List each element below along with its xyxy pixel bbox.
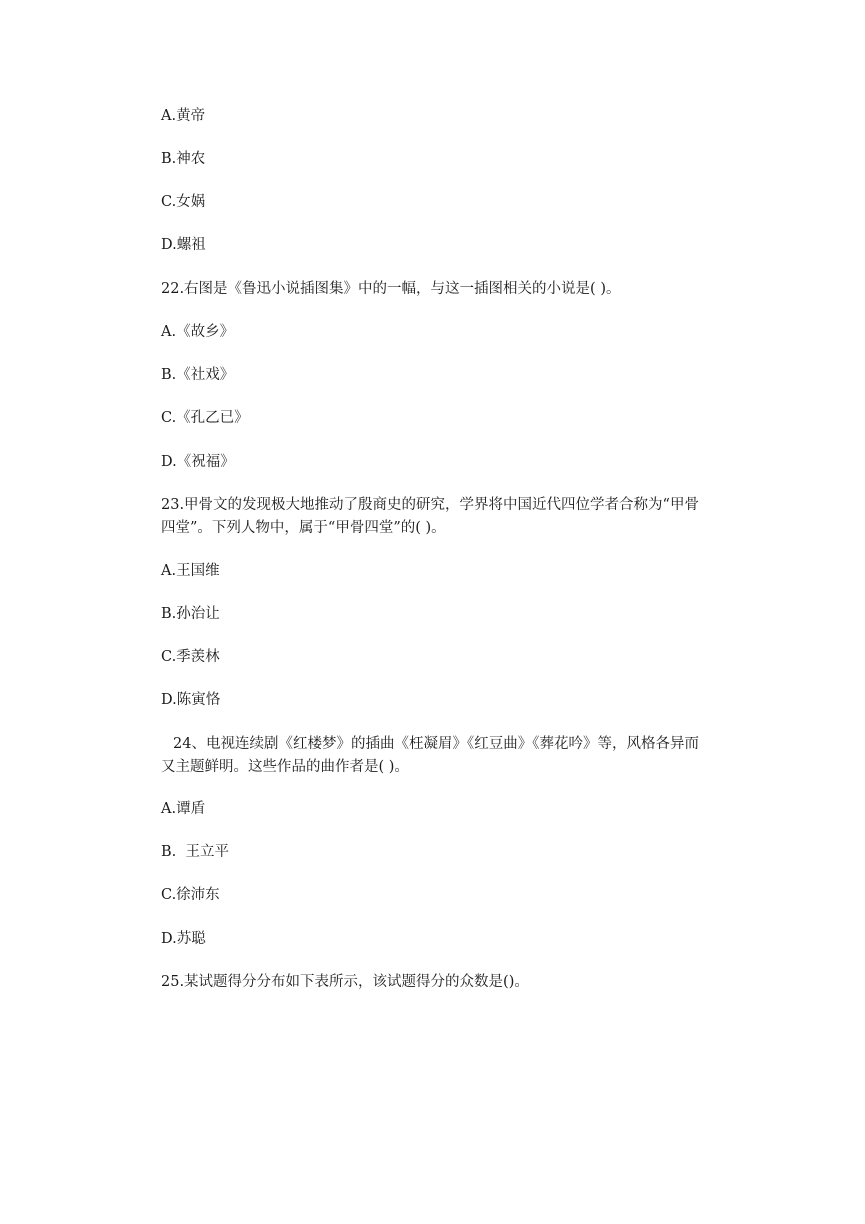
q23-option-a: A.王国维 [161, 563, 220, 579]
q22-option-d: D.《祝福》 [161, 454, 235, 470]
q21-option-c: C.女娲 [161, 194, 206, 210]
q22-option-c: C.《孔乙已》 [161, 410, 249, 426]
q21-option-a: A.黄帝 [161, 108, 206, 124]
q23-option-b: B.孙治让 [161, 606, 220, 622]
q25-stem: 25.某试题得分分布如下表所示，该试题得分的众数是()。 [161, 974, 529, 990]
q21-option-d: D.螺祖 [161, 237, 206, 253]
q24-stem-line1: 24、电视连续剧《红楼梦》的插曲《枉凝眉》《红豆曲》《葬花吟》等，风格各异而 [173, 736, 699, 752]
q22-option-a: A.《故乡》 [161, 324, 235, 340]
q23-option-d: D.陈寅恪 [161, 692, 221, 708]
q22-stem: 22.右图是《鲁迅小说插图集》中的一幅，与这一插图相关的小说是( )。 [161, 281, 621, 297]
q24-option-a: A.谭盾 [161, 801, 206, 817]
q23-option-c: C.季羡林 [161, 649, 220, 665]
q22-option-b: B.《社戏》 [161, 367, 235, 383]
q24-option-c: C.徐沛东 [161, 887, 220, 903]
q24-option-b: B. 王立平 [161, 844, 229, 860]
q24-stem-line2: 又主题鲜明。这些作品的曲作者是( )。 [161, 759, 409, 775]
q23-stem-line2: 四堂”。下列人物中，属于“甲骨四堂”的( )。 [161, 520, 446, 536]
q23-stem-line1: 23.甲骨文的发现极大地推动了殷商史的研究，学界将中国近代四位学者合称为“甲骨 [161, 497, 699, 513]
q24-option-d: D.苏聪 [161, 931, 206, 947]
q21-option-b: B.神农 [161, 151, 206, 167]
